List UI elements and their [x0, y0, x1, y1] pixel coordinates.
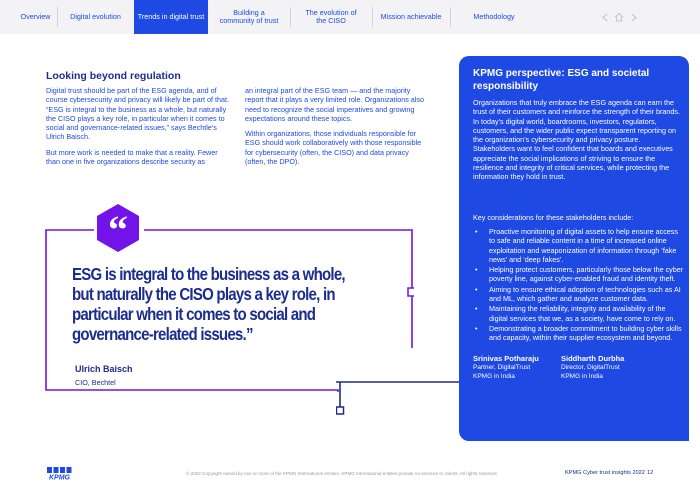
contact-org: KPMG in India: [473, 373, 515, 380]
contact-srinivas: [473, 354, 539, 381]
quote-author-name: Ulrich Baisch: [75, 364, 133, 374]
list-item: • Aiming to ensure ethical adoption of technologies such as AI and ML, which gather and analyze customer data.: [473, 285, 685, 304]
contact-role: Director, DigitalTrust: [561, 364, 620, 371]
panel-intro: Organizations that truly embrace the ESG agenda can earn the trust of their customers and reinforce the strength of their brands. In today’s digital world, boardrooms, investors, regulators, customers, and the wider public expect transparent reporting on the organization’s cybersecurity and privacy posture. Stakeholders want to feel confident that boards and executives appreciate the social implications of striving to ensure the resilience and integrity of critical services, while protecting the information they hold in trust.: [473, 98, 680, 182]
panel-key-considerations: Key considerations for these stakeholders include:: [473, 213, 634, 222]
nav-tab-label: The evolution of the CISO: [305, 8, 357, 25]
nav-tab-label: Trends in digital trust: [137, 12, 205, 21]
paragraph: an integral part of the ESG team — and the majority report that it plays a very limited role. Organizations also need to recognize the social imperatives and growing expectations around these topics.: [245, 86, 424, 123]
nav-tab-methodology[interactable]: [450, 0, 538, 34]
nav-tab-label: Mission achievable: [380, 12, 442, 21]
panel-bullet-list: [473, 227, 685, 344]
list-item: • Maintaining the reliability, integrity and availability of the digital services that we, as a society, have come to rely on.: [473, 304, 685, 323]
contact-name: Srinivas Potharaju: [473, 354, 539, 363]
footer-copyright: © 2022 Copyright owned by one or more of the KPMG International entities. KPMG International entities provide no services to clients. All rights reserved.: [186, 471, 498, 476]
kpmg-logo: [46, 466, 74, 480]
pull-quote: ESG is integral to the business as a whole, but naturally the CISO plays a key role, in particular when it comes to social and governance-related issues.”: [72, 264, 345, 344]
article-column-1: [46, 86, 230, 172]
contact-org: KPMG in India: [561, 373, 603, 380]
home-icon[interactable]: [613, 11, 625, 23]
nav-tab-label: Methodology: [473, 12, 515, 21]
article-column-2: [245, 86, 429, 172]
list-item: • Demonstrating a broader commitment to building cyber skills and capacity, within their supplier ecosystem and beyond.: [473, 324, 685, 343]
paragraph: But more work is needed to make that a reality. Fewer than one in five organizations describe security as: [46, 147, 218, 167]
contact-siddharth: [561, 354, 624, 381]
arrow-left-icon[interactable]: [599, 11, 611, 23]
section-heading: Looking beyond regulation: [46, 70, 181, 82]
contact-role: Partner, DigitalTrust: [473, 364, 531, 371]
arrow-right-icon[interactable]: [627, 11, 639, 23]
nav-tab-label: Digital evolution: [70, 12, 121, 21]
quote-author-title: CIO, Bechtel: [75, 378, 116, 387]
nav-tab-label: Overview: [20, 12, 51, 21]
page-number: 12: [647, 470, 654, 476]
panel-title: KPMG perspective: ESG and societal responsibility: [473, 68, 650, 92]
nav-tab-trends-in-digital-trust[interactable]: [134, 0, 208, 34]
nav-tab-overview[interactable]: [0, 0, 57, 34]
nav-tab-label: Building a community of trust: [219, 8, 279, 25]
kpmg-perspective-panel: [459, 56, 689, 441]
paragraph: Within organizations, those individuals responsible for ESG should work collaboratively with those responsible for cybersecurity (often, the CISO) and data privacy (often, the DPO).: [245, 129, 422, 167]
nav-tab-building-a-community[interactable]: [208, 0, 290, 34]
footer-document-title: KPMG Cyber trust insights 2022: [565, 470, 645, 476]
top-navigation: [0, 0, 700, 34]
list-item: • Proactive monitoring of digital assets to help ensure access to safe and reliable content in a time of increased online exploitation and weaponization of information through ‘fake news’ and ‘deep fakes’.: [473, 227, 685, 264]
nav-tab-evolution-of-ciso[interactable]: [290, 0, 372, 34]
nav-controls: [538, 0, 700, 34]
connector-line: [336, 378, 460, 418]
paragraph: Digital trust should be part of the ESG agenda, and of course cybersecurity and privacy will likely be part of that. “ESG is integral to the business as a whole, but naturally the CISO plays a key role, in particular when it comes to social and governance-related issues,” says Bechtle’s Ulrich Baisch.: [46, 86, 229, 142]
contact-name: Siddharth Durbha: [561, 354, 625, 363]
nav-tab-mission-achievable[interactable]: [372, 0, 450, 34]
quote-mark-icon: [95, 203, 141, 253]
svg-text:KPMG: KPMG: [49, 474, 70, 480]
quote-mark: “: [108, 207, 128, 252]
nav-tab-digital-evolution[interactable]: [57, 0, 134, 34]
list-item: • Helping protect customers, particularly those below the cyber poverty line, against cyber-enabled fraud and identity theft.: [473, 265, 685, 284]
